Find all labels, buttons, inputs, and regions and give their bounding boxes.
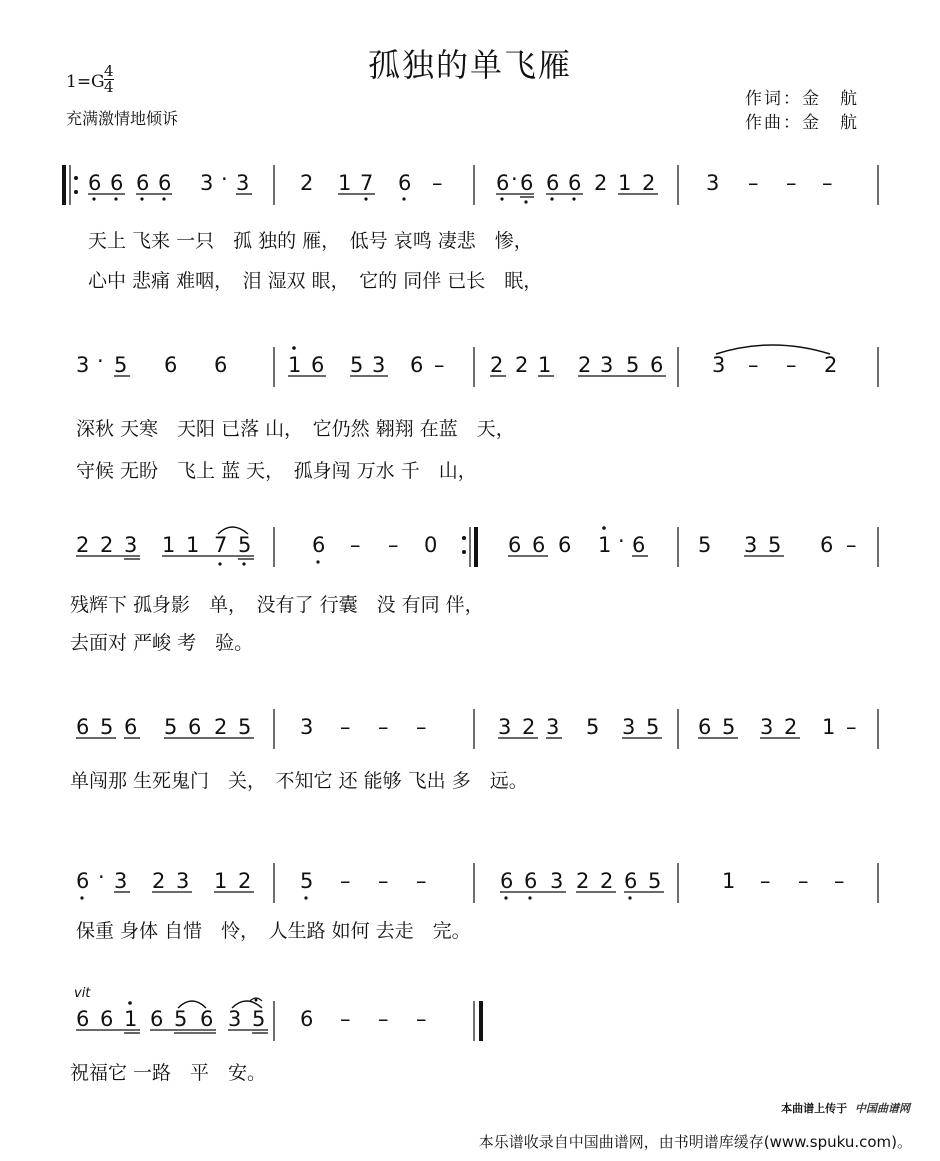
note: 7 <box>214 533 228 557</box>
note: 6 <box>500 869 514 893</box>
note: 5 <box>350 353 364 377</box>
note: 1 <box>618 171 632 195</box>
note: 3 <box>712 353 726 377</box>
note: 2 <box>100 533 114 557</box>
note: 2 <box>576 869 590 893</box>
note: 2 <box>578 353 592 377</box>
upload-credit <box>781 1100 910 1116</box>
key-signature: 1=G <box>66 72 105 92</box>
note: 3 <box>550 869 564 893</box>
sustain-dash: – <box>388 533 399 557</box>
note: 3 <box>300 715 314 739</box>
note: 5 <box>238 715 252 739</box>
lyric-line: 心中 悲痛 难咽， 泪 湿双 眼， 它的 同伴 已长 眠， <box>88 270 543 292</box>
note: 5 <box>252 1007 266 1031</box>
note: 1 <box>288 353 302 377</box>
score-row-1 <box>64 165 878 205</box>
note: 6 <box>496 171 510 195</box>
lyric-line: 单闯那 生死鬼门 关， 不知它 还 能够 飞出 多 远。 <box>70 770 528 792</box>
note: 5 <box>646 715 660 739</box>
note: · <box>618 529 625 553</box>
note: 7 <box>360 171 374 195</box>
note: · <box>511 167 518 191</box>
note: 2 <box>642 171 656 195</box>
tempo-mark: vit <box>74 986 91 1001</box>
note: 6 <box>158 171 172 195</box>
note: 6 <box>124 715 138 739</box>
note: 6 <box>300 1007 314 1031</box>
expression-mark: 充满激情地倾诉 <box>66 109 179 128</box>
note: 6 <box>312 533 326 557</box>
sustain-dash: – <box>786 171 797 195</box>
note: 1 <box>124 1007 138 1031</box>
note: 2 <box>152 869 166 893</box>
note: 5 <box>238 533 252 557</box>
note: 3 <box>236 171 250 195</box>
note: 2 <box>76 533 90 557</box>
sustain-dash: – <box>340 715 351 739</box>
note: 1 <box>338 171 352 195</box>
note: 2 <box>600 869 614 893</box>
note: 6 <box>188 715 202 739</box>
note: 6 <box>76 869 90 893</box>
source-note: 本乐谱收录自中国曲谱网，由书明谱库缓存(www.spuku.com)。 <box>478 1133 912 1151</box>
note: 3 <box>76 353 90 377</box>
note: 6 <box>624 869 638 893</box>
score-row-4 <box>76 709 878 749</box>
note: 6 <box>820 533 834 557</box>
sustain-dash: – <box>822 171 833 195</box>
composer-credit: 作曲：金 航 <box>745 113 859 133</box>
note: 2 <box>594 171 608 195</box>
sustain-dash: – <box>378 715 389 739</box>
lyric-line: 深秋 天寒 天阳 已落 山， 它仍然 翱翔 在蓝 天， <box>76 418 515 440</box>
score-row-2 <box>76 345 878 387</box>
note: 2 <box>214 715 228 739</box>
note: 6 <box>110 171 124 195</box>
note: 3 <box>372 353 386 377</box>
upload-label: 本曲谱上传于 <box>781 1102 848 1115</box>
note: 3 <box>600 353 614 377</box>
time-sig-top: 4 <box>104 62 114 80</box>
note: 6 <box>164 353 178 377</box>
sustain-dash: – <box>378 869 389 893</box>
sustain-dash: – <box>340 1007 351 1031</box>
sustain-dash: – <box>434 353 445 377</box>
note: 1 <box>186 533 200 557</box>
note: 1 <box>722 869 736 893</box>
note: 1 <box>162 533 176 557</box>
lyricist-credit: 作词：金 航 <box>745 89 859 109</box>
note: 3 <box>124 533 138 557</box>
note: 2 <box>300 171 314 195</box>
note: 6 <box>100 1007 114 1031</box>
note: 5 <box>174 1007 188 1031</box>
sustain-dash: – <box>760 869 771 893</box>
note: 6 <box>410 353 424 377</box>
note: 6 <box>88 171 102 195</box>
note: 3 <box>744 533 758 557</box>
note: 6 <box>76 715 90 739</box>
sustain-dash: – <box>846 715 857 739</box>
note: 3 <box>200 171 214 195</box>
sustain-dash: – <box>432 171 443 195</box>
lyric-line: 残辉下 孤身影 单， 没有了 行囊 没 有同 伴， <box>70 594 484 616</box>
note: 3 <box>546 715 560 739</box>
note: 5 <box>586 715 600 739</box>
sustain-dash: – <box>416 715 427 739</box>
site-logo: 中国曲谱网 <box>855 1102 910 1115</box>
lyric-line: 去面对 严峻 考 验。 <box>70 632 254 654</box>
lyric-line: 守候 无盼 飞上 蓝 天， 孤身闯 万水 千 山， <box>76 460 477 482</box>
note: 2 <box>490 353 504 377</box>
note: · <box>98 865 105 889</box>
note: 3 <box>760 715 774 739</box>
note: 6 <box>546 171 560 195</box>
sustain-dash: – <box>786 353 797 377</box>
sustain-dash: – <box>748 171 759 195</box>
note: 3 <box>498 715 512 739</box>
time-sig-bottom: 4 <box>104 78 114 96</box>
note: 1 <box>214 869 228 893</box>
note: 2 <box>515 353 529 377</box>
score-row-6 <box>76 998 481 1041</box>
note: 6 <box>650 353 664 377</box>
note: 5 <box>100 715 114 739</box>
note: 6 <box>311 353 325 377</box>
note: 3 <box>622 715 636 739</box>
note: 5 <box>768 533 782 557</box>
sustain-dash: – <box>378 1007 389 1031</box>
note: 6 <box>200 1007 214 1031</box>
note: 5 <box>626 353 640 377</box>
note: 0 <box>424 533 438 557</box>
note: 2 <box>522 715 536 739</box>
sustain-dash: – <box>834 869 845 893</box>
note: 5 <box>648 869 662 893</box>
note: 6 <box>524 869 538 893</box>
note: 6 <box>398 171 412 195</box>
score-row-5 <box>76 863 878 903</box>
note: 6 <box>558 533 572 557</box>
note: 6 <box>136 171 150 195</box>
note: 6 <box>632 533 646 557</box>
note: 2 <box>824 353 838 377</box>
note: 3 <box>228 1007 242 1031</box>
note: 5 <box>722 715 736 739</box>
note: 1 <box>822 715 836 739</box>
note: 1 <box>598 533 612 557</box>
sustain-dash: – <box>846 533 857 557</box>
note: 5 <box>164 715 178 739</box>
note: 1 <box>538 353 552 377</box>
note: 3 <box>114 869 128 893</box>
note: 6 <box>532 533 546 557</box>
page-title: 孤独的单飞雁 <box>367 46 572 84</box>
note: 6 <box>76 1007 90 1031</box>
sustain-dash: – <box>748 353 759 377</box>
note: · <box>97 349 104 373</box>
note: 5 <box>300 869 314 893</box>
note: 6 <box>568 171 582 195</box>
note: 3 <box>706 171 720 195</box>
note: 6 <box>214 353 228 377</box>
note: 2 <box>784 715 798 739</box>
note: · <box>221 167 228 191</box>
note: 6 <box>508 533 522 557</box>
sustain-dash: – <box>416 1007 427 1031</box>
lyric-line: 祝福它 一路 平 安。 <box>70 1062 267 1084</box>
note: 6 <box>150 1007 164 1031</box>
note: 3 <box>176 869 190 893</box>
lyric-line: 保重 身体 自惜 怜， 人生路 如何 去走 完。 <box>76 920 471 942</box>
sustain-dash: – <box>340 869 351 893</box>
lyric-line: 天上 飞来 一只 孤 独的 雁， 低号 哀鸣 凄悲 惨， <box>88 230 533 252</box>
note: 5 <box>698 533 712 557</box>
note: 6 <box>698 715 712 739</box>
note: 6 <box>520 171 534 195</box>
note: 2 <box>238 869 252 893</box>
sustain-dash: – <box>350 533 361 557</box>
note: 5 <box>114 353 128 377</box>
sustain-dash: – <box>416 869 427 893</box>
sustain-dash: – <box>798 869 809 893</box>
score-row-3 <box>76 526 878 567</box>
